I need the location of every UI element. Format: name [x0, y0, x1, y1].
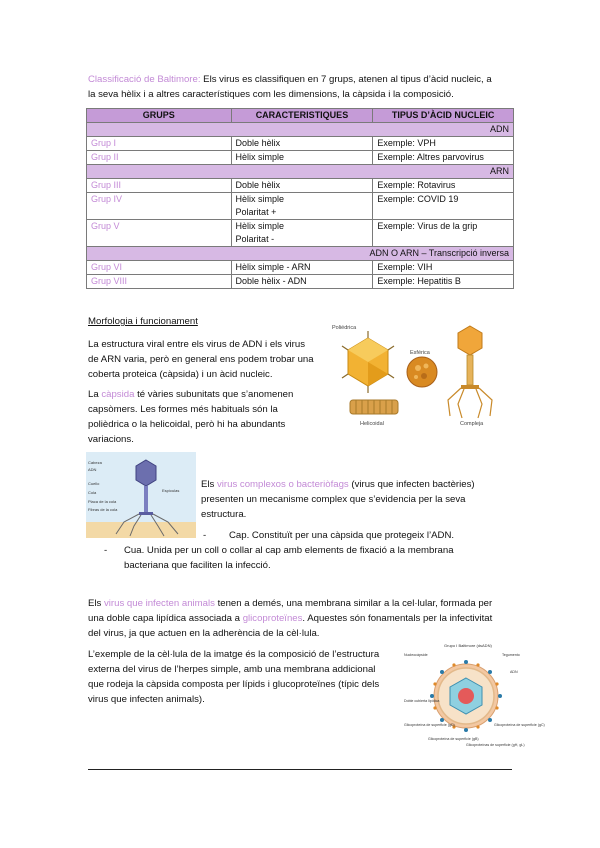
group-cell: Grup IV [87, 193, 232, 220]
text-span: té vàries subunitats que s’anomenen [134, 389, 294, 400]
type-cell: Exemple: VIH [373, 261, 514, 275]
char-cell: Hèlix simple - ARN [231, 261, 373, 275]
section-label: ADN O ARN – Transcripció inversa [87, 247, 514, 261]
figure-label: Glicoproteínas de superficie (gH, gL) [466, 743, 525, 747]
group-cell: Grup VI [87, 261, 232, 275]
table-header: GRUPS [87, 109, 232, 123]
type-cell: Exemple: Hepatitis B [373, 275, 514, 289]
bullet-dash: - [104, 545, 108, 556]
figure-label: Helicoidal [360, 421, 384, 427]
text-span: tenen a demés, una membrana similar a la cel·lular, formada per [214, 598, 493, 609]
virus-shapes-figure [330, 320, 520, 430]
figure-label: Espículas [162, 488, 180, 493]
herpes-virus-illustration [430, 660, 502, 732]
text-span: (virus que infecten bactèries) [348, 479, 475, 490]
bullet-text: Cap. Constituït per una càpsida que protegeix l’ADN. [229, 530, 455, 541]
text-span: una doble capa lipídica associada a [88, 613, 243, 624]
figure-label: Glicoproteína de superficie (gC) [494, 723, 545, 727]
para-line: L’exemple de la cèl·lula de la imatge és la composició de l’estructura [88, 649, 380, 660]
char-cell: Doble hèlix [231, 137, 373, 151]
complex-virus-illustration [448, 326, 492, 418]
char-line: Polaritat - [235, 234, 275, 244]
herpes-virus-figure [404, 640, 545, 750]
para-line: presenten un mecanisme complex que s’evidencia per la seva [201, 494, 466, 505]
char-cell [231, 193, 373, 220]
figure-label: Cuello [88, 481, 100, 486]
char-line: Polaritat + [235, 207, 277, 217]
section-label: ADN [87, 123, 514, 137]
para-line: de ARN varia, però en general ens podem trobar una [88, 354, 314, 365]
figure-title: Grupo I Baltimore (dsADN) [444, 643, 492, 648]
type-cell: Exemple: Altres parvovirus [373, 151, 514, 165]
section-row [87, 247, 514, 261]
para-line [88, 387, 293, 402]
bacteriophage-figure [86, 452, 196, 538]
figure-label: Fibras de la cola [88, 507, 118, 512]
type-cell: Exemple: Rotavirus [373, 179, 514, 193]
bullet-text: Cua. Unida per un coll o collar al cap amb elements de fixació a la membrana [124, 545, 454, 556]
helical-virus-illustration [350, 400, 398, 414]
type-cell: Exemple: COVID 19 [373, 193, 514, 220]
figure-label: Compleja [460, 421, 484, 427]
para-line: polièdrica o la helicoidal, però hi ha abundants [88, 419, 286, 430]
section-row [87, 165, 514, 179]
para-line: que rodeja la càpsida composta per lípids i glucoproteïnes (típic dels [88, 679, 380, 690]
animal-virus-highlight: virus que infecten animals [104, 598, 215, 609]
polyhedral-virus-illustration [342, 331, 394, 393]
figure-label: Cola [88, 490, 97, 495]
char-cell: Doble hèlix [231, 179, 373, 193]
para-line [201, 477, 475, 492]
text-span: La [88, 389, 102, 400]
bullet-text-cont: bacteriana que faciliten la infecció. [124, 560, 271, 571]
table-row [87, 261, 514, 275]
para-line: La estructura viral entre els virus de ADN i els virus [88, 339, 306, 350]
figure-label: ADN [88, 467, 97, 472]
table-row [87, 193, 514, 220]
type-cell: Exemple: Virus de la grip [373, 220, 514, 247]
para-line: externa del virus de l’herpes simple, amb una membrana addicional [88, 664, 376, 675]
table-row [87, 220, 514, 247]
spherical-virus-illustration [407, 357, 437, 387]
text-span: Els [88, 598, 104, 609]
figure-label: Glicoproteína de superficie (gB) [428, 737, 479, 741]
para-line: del virus, ja que actuen en la adherència de la cèl·lula. [88, 628, 320, 639]
para-line: estructura. [201, 509, 247, 520]
intro-line2: la seva hèlix i a altres característiques com les dimensions, la càpsida i la composició. [88, 89, 454, 100]
char-cell: Hèlix simple [231, 151, 373, 165]
complex-virus-highlight: virus complexos o bacteriòfags [217, 479, 349, 490]
section-heading: Morfologia i funcionament [88, 316, 198, 327]
figure-label: Esférica [410, 350, 430, 356]
table-header: CARACTERISTIQUES [231, 109, 373, 123]
char-line: Hèlix simple [235, 221, 285, 231]
figure-label: Poliédrica [332, 325, 357, 331]
type-cell: Exemple: VPH [373, 137, 514, 151]
para-line: capsòmers. Les formes més habituals són la [88, 404, 278, 415]
para-line: virus que infecten animals). [88, 694, 205, 705]
bottom-divider [88, 769, 512, 770]
para-line: variacions. [88, 434, 134, 445]
table-row [87, 137, 514, 151]
section-label: ARN [87, 165, 514, 179]
section-row [87, 123, 514, 137]
figure-label: Tegumento [502, 653, 520, 657]
glycoprotein-highlight: glicoproteïnes [242, 613, 303, 624]
para-line [88, 596, 492, 611]
para-line [88, 611, 492, 626]
table-header-row [87, 109, 514, 123]
char-cell: Doble hèlix - ADN [231, 275, 373, 289]
intro-line1 [88, 72, 492, 87]
group-cell: Grup V [87, 220, 232, 247]
figure-label: ADN [510, 670, 518, 674]
baltimore-table [86, 108, 514, 289]
group-cell: Grup II [87, 151, 232, 165]
intro-highlight: Classificació de Baltimore: [88, 74, 201, 85]
figure-label: Nucleocápside [404, 653, 428, 657]
char-line: Hèlix simple [235, 194, 285, 204]
text-span: Els [201, 479, 217, 490]
figure-label: Glicoproteína de superficie (gD) [404, 723, 455, 727]
intro-line1-rest: Els virus es classifiquen en 7 grups, atenen al tipus d’àcid nucleic, a [200, 74, 492, 85]
table-row [87, 179, 514, 193]
group-cell: Grup VIII [87, 275, 232, 289]
capsida-highlight: càpsida [101, 389, 135, 400]
text-span: . Aquestes són fonamentals per la infectivitat [302, 613, 493, 624]
figure-label: Cabeza [88, 460, 102, 465]
bullet-dash: - [203, 530, 207, 541]
table-row [87, 151, 514, 165]
para-line: coberta proteica (càpsida) i un àcid nucleic. [88, 369, 273, 380]
figure-label: Placa de la cola [88, 499, 117, 504]
table-header: TIPUS D’ÀCID NUCLEIC [373, 109, 514, 123]
table-row [87, 275, 514, 289]
char-cell [231, 220, 373, 247]
figure-label: Doble cubierta lipídica [404, 699, 440, 703]
group-cell: Grup III [87, 179, 232, 193]
group-cell: Grup I [87, 137, 232, 151]
